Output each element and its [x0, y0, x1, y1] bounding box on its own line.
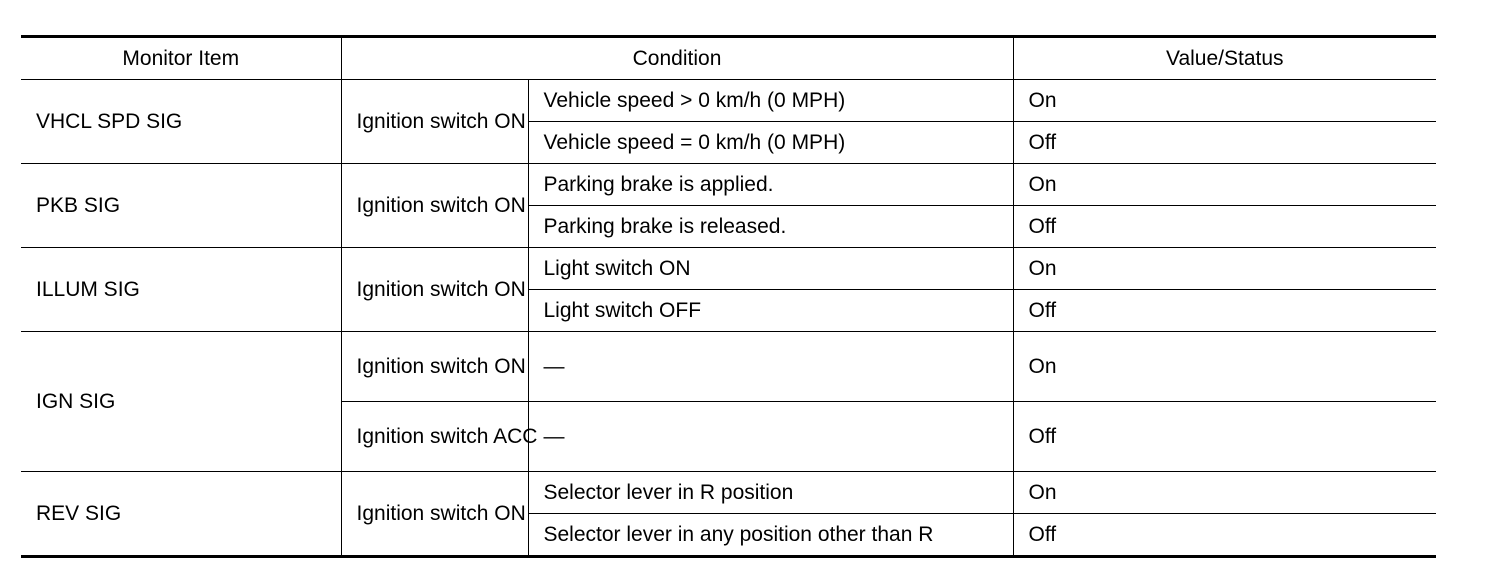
- condition-cell: Vehicle speed = 0 km/h (0 MPH): [528, 122, 1013, 164]
- table-row: [21, 164, 1436, 206]
- monitor-table: [21, 35, 1436, 558]
- header-value-status: Value/Status: [1013, 37, 1436, 80]
- header-condition: Condition: [341, 37, 1013, 80]
- value-cell: On: [1013, 332, 1436, 402]
- condition-cell: Light switch OFF: [528, 290, 1013, 332]
- table-row: [21, 332, 1436, 402]
- value-cell: Off: [1013, 122, 1436, 164]
- table-row: [21, 472, 1436, 514]
- value-cell: Off: [1013, 402, 1436, 472]
- header-row: [21, 37, 1436, 80]
- condition-cell: Vehicle speed > 0 km/h (0 MPH): [528, 80, 1013, 122]
- condition-cell: —: [528, 332, 1013, 402]
- table-row: [21, 80, 1436, 122]
- condition-cell: Parking brake is released.: [528, 206, 1013, 248]
- value-cell: On: [1013, 248, 1436, 290]
- value-cell: Off: [1013, 206, 1436, 248]
- ignition-cell: Ignition switch ON: [341, 332, 528, 402]
- ignition-cell: Ignition switch ON: [341, 248, 528, 332]
- condition-cell: —: [528, 402, 1013, 472]
- value-cell: On: [1013, 472, 1436, 514]
- condition-cell: Parking brake is applied.: [528, 164, 1013, 206]
- ignition-cell: Ignition switch ON: [341, 80, 528, 164]
- condition-cell: Selector lever in any position other than R: [528, 514, 1013, 557]
- ignition-cell: Ignition switch ON: [341, 472, 528, 557]
- monitor-item-cell: PKB SIG: [21, 164, 341, 248]
- monitor-item-cell: REV SIG: [21, 472, 341, 557]
- value-cell: Off: [1013, 290, 1436, 332]
- header-monitor-item: Monitor Item: [21, 37, 341, 80]
- table-row: [21, 248, 1436, 290]
- monitor-item-cell: IGN SIG: [21, 332, 341, 472]
- monitor-item-cell: ILLUM SIG: [21, 248, 341, 332]
- value-cell: Off: [1013, 514, 1436, 557]
- ignition-cell: Ignition switch ON: [341, 164, 528, 248]
- condition-cell: Selector lever in R position: [528, 472, 1013, 514]
- value-cell: On: [1013, 164, 1436, 206]
- monitor-item-cell: VHCL SPD SIG: [21, 80, 341, 164]
- value-cell: On: [1013, 80, 1436, 122]
- ignition-cell: Ignition switch ACC: [341, 402, 528, 472]
- condition-cell: Light switch ON: [528, 248, 1013, 290]
